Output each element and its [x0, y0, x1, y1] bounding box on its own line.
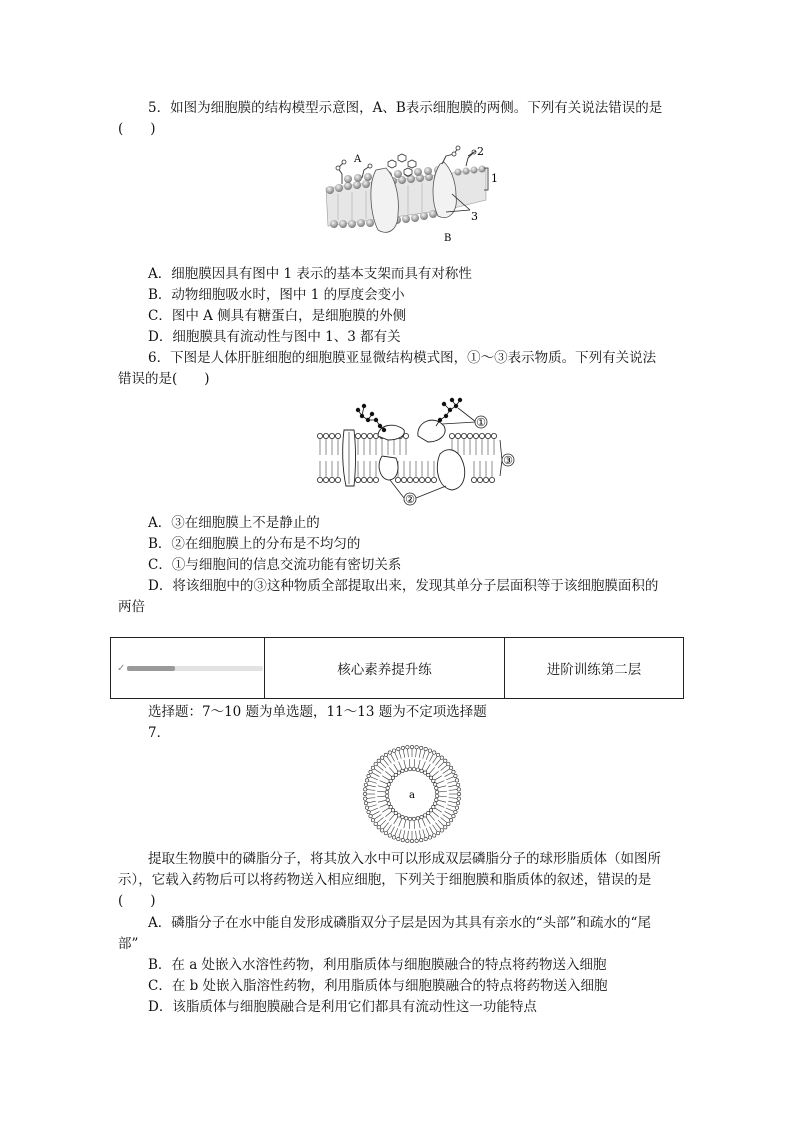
lipid-head [401, 769, 404, 772]
q6-membrane-figure [312, 396, 520, 508]
lipid-head [397, 771, 400, 774]
q6-option-a: A．③在细胞膜上不是静止的 [148, 515, 320, 531]
q5-membrane-figure [318, 144, 498, 248]
q6-label-3: ③ [503, 454, 513, 467]
q5-label-a: A [354, 154, 362, 165]
lipid-head [415, 839, 418, 842]
q5-label-2: 2 [477, 145, 484, 158]
lipid-head [412, 817, 415, 820]
lipid-head [391, 809, 394, 812]
q7-option-a: A．磷脂分子在水中能自发形成磷脂双分子层是因为其具有亲水的“头部”和疏水的“尾 [148, 915, 651, 931]
q7-stem-cont: 示），它载入药物后可以将药物送入相应细胞，下列关于细胞膜和脂质体的叙述，错误的是 [118, 872, 652, 888]
q7-label-a: a [409, 790, 415, 801]
lipid-head [452, 770, 455, 773]
lipid-head [374, 822, 377, 825]
lipid-head [420, 815, 423, 818]
lipid-head [387, 802, 390, 805]
lipid-head [364, 783, 367, 786]
q7-option-a-cont: 部” [118, 936, 139, 952]
lipid-head [397, 837, 400, 840]
check-icon: ✓ [117, 662, 126, 674]
lipid-head [385, 790, 388, 793]
lipid-head [444, 759, 447, 762]
lipid-head [406, 839, 409, 842]
lipid-head [456, 783, 459, 786]
lipid-head [423, 814, 426, 817]
lipid-head [432, 751, 435, 754]
q6-option-d-cont: 两倍 [118, 599, 145, 615]
lipid-head [457, 797, 460, 800]
lipid-head [401, 815, 404, 818]
section-progress-cell [111, 638, 264, 698]
q6-label-2: ② [405, 493, 415, 506]
lipid-head [364, 788, 367, 791]
lipid-head [391, 776, 394, 779]
lipid-head [392, 836, 395, 839]
lipid-head [397, 814, 400, 817]
lipid-head [444, 826, 447, 829]
lipid-head [449, 818, 452, 821]
lipid-head [455, 779, 458, 782]
lipid-head [432, 834, 435, 837]
lipid-head [384, 753, 387, 756]
lipid-head [419, 746, 422, 749]
q5-option-c: C．图中 A 侧具有糖蛋白，是细胞膜的外侧 [148, 308, 407, 324]
lipid-head [457, 788, 460, 791]
lipid-head [369, 814, 372, 817]
lipid-head [367, 810, 370, 813]
lipid-head [447, 762, 450, 765]
progress-bar [127, 666, 263, 671]
q6-stem: 6．下图是人体肝脏细胞的细胞膜亚显微结构模式图，①～③表示物质。下列有关说法 [148, 350, 657, 366]
lipid-head [380, 829, 383, 832]
lipid-head [377, 826, 380, 829]
q5-label-1: 1 [491, 172, 498, 185]
lipid-head [410, 745, 413, 748]
lipid-head [433, 802, 436, 805]
q7-stem: 提取生物膜中的磷脂分子，将其放入水中可以形成双层磷脂分子的球形脂质体（如图所 [148, 851, 661, 867]
lipid-head [427, 811, 430, 814]
lipid-head [401, 838, 404, 841]
lipid-head [420, 769, 423, 772]
q5-option-b: B．动物细胞吸水时，图中 1 的厚度会变小 [148, 287, 405, 303]
lipid-head [455, 806, 458, 809]
lipid-head [456, 801, 459, 804]
section-level: 进阶训练第二层 [504, 638, 683, 698]
lipid-head [389, 805, 392, 808]
lipid-head [365, 779, 368, 782]
progress-bar-fill [127, 666, 175, 671]
lipid-head [401, 746, 404, 749]
lipid-head [416, 768, 419, 771]
lipid-head [367, 774, 370, 777]
lipid-head [452, 814, 455, 817]
lipid-head [410, 839, 413, 842]
q7-option-d: D．该脂质体与细胞膜融合是利用它们都具有流动性这一功能特点 [148, 999, 537, 1015]
lipid-head [415, 746, 418, 749]
lipid-head [384, 831, 387, 834]
lipid-head [371, 818, 374, 821]
lipid-head [363, 792, 366, 795]
q5-stem: 5．如图为细胞膜的结构模型示意图，A、B表示细胞膜的两侧。下列有关说法错误的是 [148, 100, 663, 116]
lipid-head [435, 798, 438, 801]
lipid-head [408, 767, 411, 770]
q5-label-b: B [444, 233, 452, 244]
q6-stem-cont: 错误的是( ) [118, 371, 210, 387]
lipid-head [394, 811, 397, 814]
q6-option-b: B．②在细胞膜上的分布是不均匀的 [148, 536, 361, 552]
lipid-head [389, 779, 392, 782]
lipid-head [387, 783, 390, 786]
lipid-head [429, 809, 432, 812]
q5-option-d: D．细胞膜具有流动性与图中 1、3 都有关 [148, 329, 401, 345]
section-instruction: 选择题：7～10 题为单选题，11～13 题为不定项选择题 [148, 704, 487, 720]
lipid-head [374, 762, 377, 765]
lipid-head [454, 774, 457, 777]
lipid-head [397, 747, 400, 750]
lipid-head [419, 838, 422, 841]
lipid-head [364, 801, 367, 804]
lipid-head [436, 831, 439, 834]
lipid-head [429, 776, 432, 779]
lipid-head [404, 768, 407, 771]
lipid-head [435, 790, 438, 793]
lipid-head [440, 829, 443, 832]
lipid-head [365, 806, 368, 809]
q7-liposome-figure [362, 744, 462, 844]
lipid-head [371, 766, 374, 769]
lipid-head [440, 756, 443, 759]
lipid-head [447, 822, 450, 825]
q5-stem-cont: ( ) [118, 121, 156, 137]
lipid-head [423, 771, 426, 774]
lipid-head [457, 792, 460, 795]
q6-option-d: D．将该细胞中的③这种物质全部提取出来，发现其单分子层面积等于该细胞膜面积的 [148, 578, 659, 594]
q7-stem-cont2: ( ) [118, 893, 156, 909]
lipid-head [454, 810, 457, 813]
lipid-head [433, 783, 436, 786]
lipid-head [386, 786, 389, 789]
lipid-head [388, 751, 391, 754]
lipid-head [428, 836, 431, 839]
section-title: 核心素养提升练 [264, 638, 504, 698]
lipid-head [406, 746, 409, 749]
lipid-head [394, 773, 397, 776]
lipid-head [386, 798, 389, 801]
lipid-head [377, 759, 380, 762]
lipid-head [424, 747, 427, 750]
lipid-head [435, 794, 438, 797]
lipid-head [385, 794, 388, 797]
lipid-head [380, 756, 383, 759]
q5-option-a: A．细胞膜因具有图中 1 表示的基本支架而具有对称性 [148, 266, 472, 282]
lipid-head [412, 767, 415, 770]
lipid-head [428, 749, 431, 752]
q7-option-c: C．在 b 处嵌入脂溶性药物，利用脂质体与细胞膜融合的特点将药物送入细胞 [148, 978, 608, 994]
lipid-head [364, 797, 367, 800]
lipid-head [427, 773, 430, 776]
lipid-head [392, 749, 395, 752]
q7-number: 7． [148, 725, 171, 741]
q5-label-3: 3 [471, 210, 478, 223]
lipid-head [432, 805, 435, 808]
lipid-head [449, 766, 452, 769]
lipid-head [404, 817, 407, 820]
q6-option-c: C．①与细胞间的信息交流功能有密切关系 [148, 557, 402, 573]
section-header-table [110, 637, 684, 699]
lipid-head [435, 786, 438, 789]
lipid-head [388, 834, 391, 837]
lipid-head [424, 837, 427, 840]
lipid-head [436, 753, 439, 756]
lipid-head [408, 817, 411, 820]
lipid-head [369, 770, 372, 773]
q6-label-1: ① [476, 416, 486, 429]
q7-option-b: B．在 a 处嵌入水溶性药物，利用脂质体与细胞膜融合的特点将药物送入细胞 [148, 957, 607, 973]
lipid-head [432, 779, 435, 782]
lipid-head [416, 817, 419, 820]
